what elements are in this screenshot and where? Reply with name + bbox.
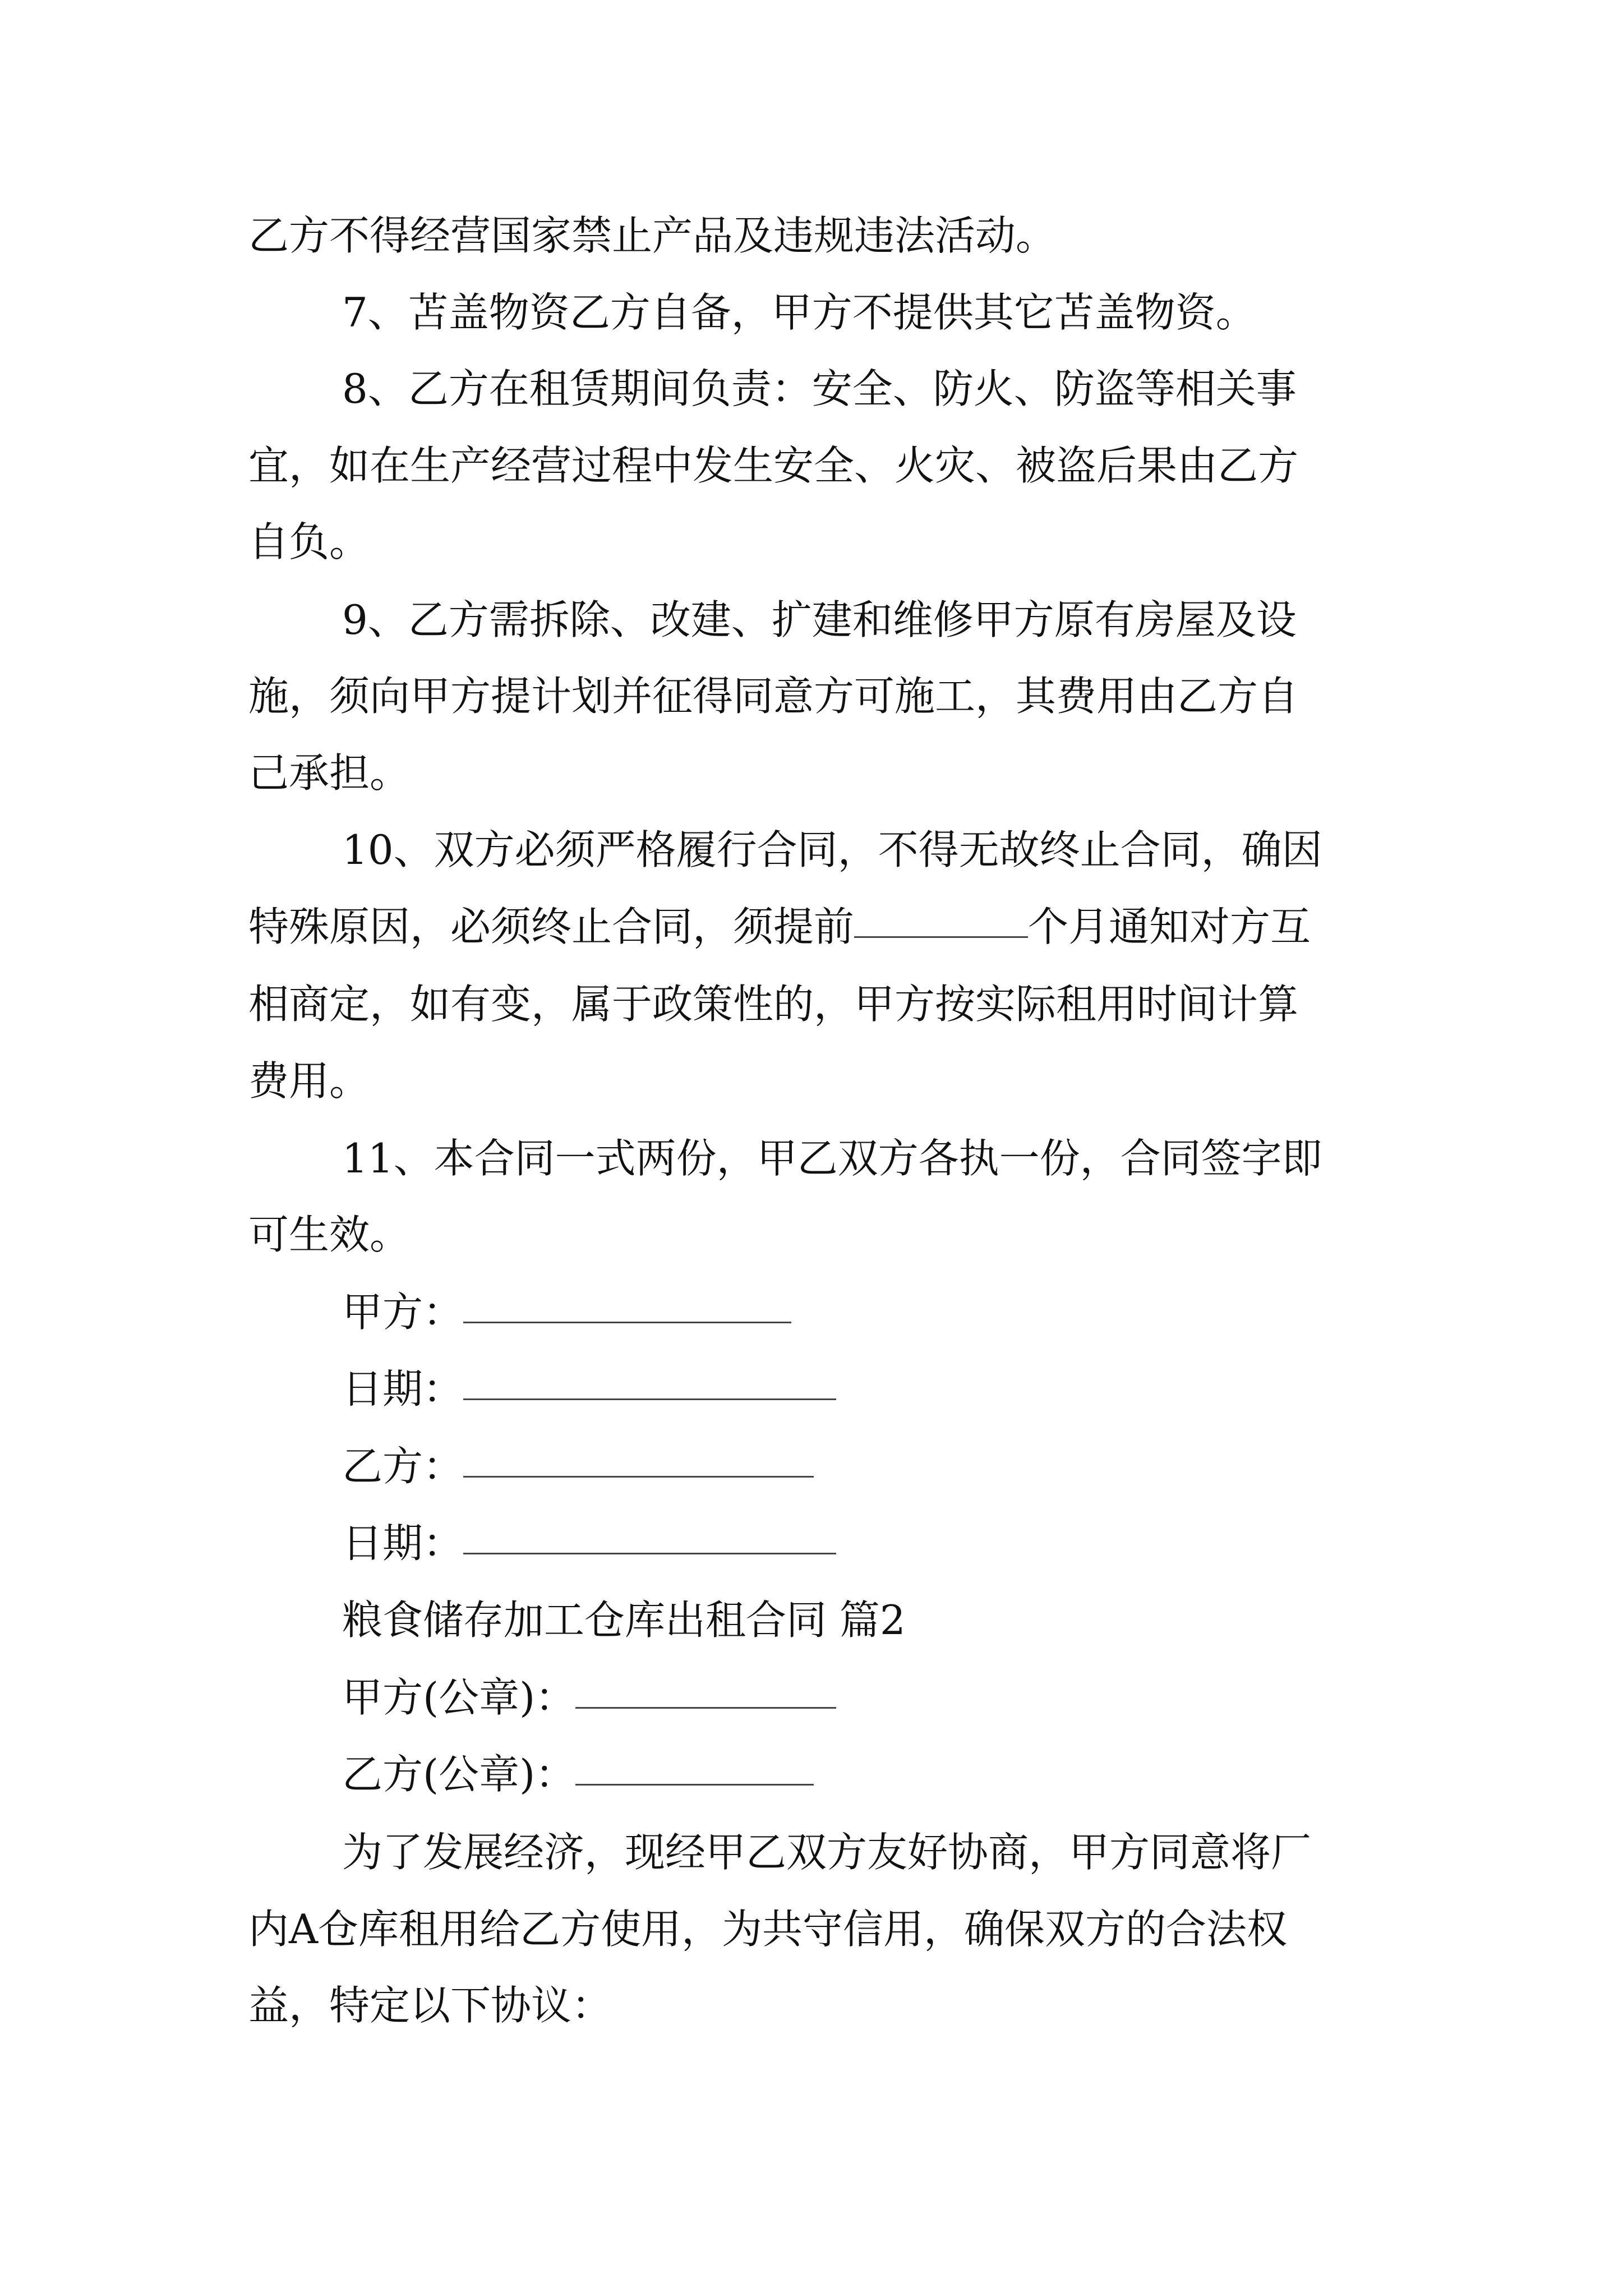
party-b-seal-label: 乙方(公章)： (342, 1751, 576, 1798)
party-b-signature-line (342, 1441, 814, 1492)
party-a-label: 甲方： (342, 1289, 464, 1336)
party-a-seal-blank[interactable] (575, 1672, 836, 1709)
text-line: 费用。 (248, 1057, 370, 1105)
party-b-seal-blank[interactable] (575, 1749, 814, 1786)
months-blank[interactable] (854, 901, 1028, 938)
text-line: 自负。 (248, 518, 370, 565)
intro-paragraph-line: 内A仓库租用给乙方使用，为共守信用，确保双方的合法权 (248, 1906, 1287, 1953)
text-line: 可生效。 (248, 1211, 411, 1258)
clause-11: 11、本合同一式两份，甲乙双方各执一份，合同签字即 (342, 1135, 1322, 1182)
section-title: 粮食储存加工仓库出租合同 篇2 (342, 1596, 906, 1644)
clause-10: 10、双方必须严格履行合同，不得无故终止合同，确因 (342, 826, 1322, 873)
date-blank-b[interactable] (463, 1518, 836, 1554)
date-blank-a[interactable] (463, 1364, 836, 1400)
date-label: 日期： (342, 1365, 464, 1412)
clause-7: 7、苫盖物资乙方自备，甲方不提供其它苫盖物资。 (342, 289, 1256, 336)
party-b-seal-line (342, 1749, 814, 1800)
clause-9: 9、乙方需拆除、改建、扩建和维修甲方原有房屋及设 (342, 596, 1297, 643)
party-a-signature-line (342, 1287, 791, 1337)
text-line: 宜，如在生产经营过程中发生安全、火灾、被盗后果由乙方 (248, 442, 1299, 489)
text-segment: 个月通知对方互 (1028, 903, 1311, 950)
party-a-seal-label: 甲方(公章)： (342, 1674, 576, 1721)
text-line: 相商定，如有变，属于政策性的，甲方按实际租用时间计算 (248, 981, 1299, 1028)
party-a-seal-line (342, 1672, 836, 1723)
text-line: 乙方不得经营国家禁止产品及违规违法活动。 (248, 212, 1057, 259)
clause-8: 8、乙方在租赁期间负责：安全、防火、防盗等相关事 (342, 365, 1297, 412)
text-line: 施，须向甲方提计划并征得同意方可施工，其费用由乙方自 (248, 673, 1299, 720)
intro-paragraph-line: 为了发展经济，现经甲乙双方友好协商，甲方同意将厂 (342, 1829, 1312, 1876)
party-b-label: 乙方： (342, 1443, 464, 1490)
text-line: 己承担。 (248, 749, 411, 797)
text-line (248, 901, 1311, 952)
date-line-b (342, 1518, 836, 1568)
party-b-blank[interactable] (463, 1441, 814, 1478)
date-line-a (342, 1364, 836, 1414)
party-a-blank[interactable] (463, 1287, 791, 1323)
text-segment: 特殊原因，必须终止合同，须提前 (248, 903, 855, 950)
date-label: 日期： (342, 1520, 464, 1567)
intro-paragraph-line: 益，特定以下协议： (248, 1982, 612, 2029)
